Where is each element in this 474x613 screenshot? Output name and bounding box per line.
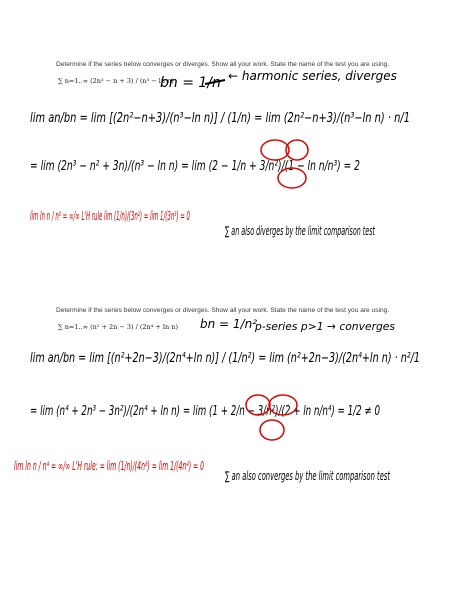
problem-1-series: ∑ n=1..∞ (2n³ − n + 3) / (n³ − ln n) (58, 77, 174, 85)
p1-line2: = lim (2n³ − n² + 3n)/(n³ − ln n) = lim (2 − 1/n + 3/n²)/(1 − ln n/n³) = 2 (30, 159, 360, 174)
p2-red-work: lim ln n / n⁴ = ∞/∞ L'H rule: = lim (1/n)/(4n³) = lim 1/(4n⁴) = 0 (14, 459, 205, 473)
problem-1-red-work (30, 140, 308, 223)
problem-2-series: ∑ n=1..∞ (n² + 2n − 3) / (2n⁴ + ln n) (58, 323, 178, 331)
problem-2-prompt: Determine if the series below converges or diverges. Show all your work. State the name of the test you are using. (56, 307, 390, 314)
p2-bn-label: bn = 1/n² (200, 317, 257, 331)
p1-bn-label: bn = 1/n (160, 75, 221, 91)
p2-conclusion: ∑ an also converges by the limit comparison test (225, 469, 391, 483)
p1-bn-note: ← harmonic series, diverges (228, 69, 397, 83)
problem-1-prompt: Determine if the series below converges or diverges. Show all your work. State the name of the test you are using. (56, 61, 390, 68)
p1-line1: lim an/bn = lim [(2n²−n+3)/(n³−ln n)] / (1/n) = lim (2n²−n+3)/(n³−ln n) · n/1 (30, 111, 410, 126)
p1-red-work: lim ln n / n³ = ∞/∞ L'H rule lim (1/n)/(3n²) = lim 1/(3n³) = 0 (30, 209, 191, 223)
p2-bn-note: p-series p>1 → converges (254, 320, 396, 333)
p2-line2: = lim (n⁴ + 2n³ − 3n²)/(2n⁴ + ln n) = lim (1 + 2/n − 3/n²)/(2 + ln n/n⁴) = 1/2 ≠ 0 (30, 404, 380, 419)
p1-conclusion: ∑ an also diverges by the limit comparison test (225, 224, 376, 238)
p2-line1: lim an/bn = lim [(n²+2n−3)/(2n⁴+ln n)] / (1/n²) = lim (n²+2n−3)/(2n⁴+ln n) · n²/1 (30, 351, 420, 366)
